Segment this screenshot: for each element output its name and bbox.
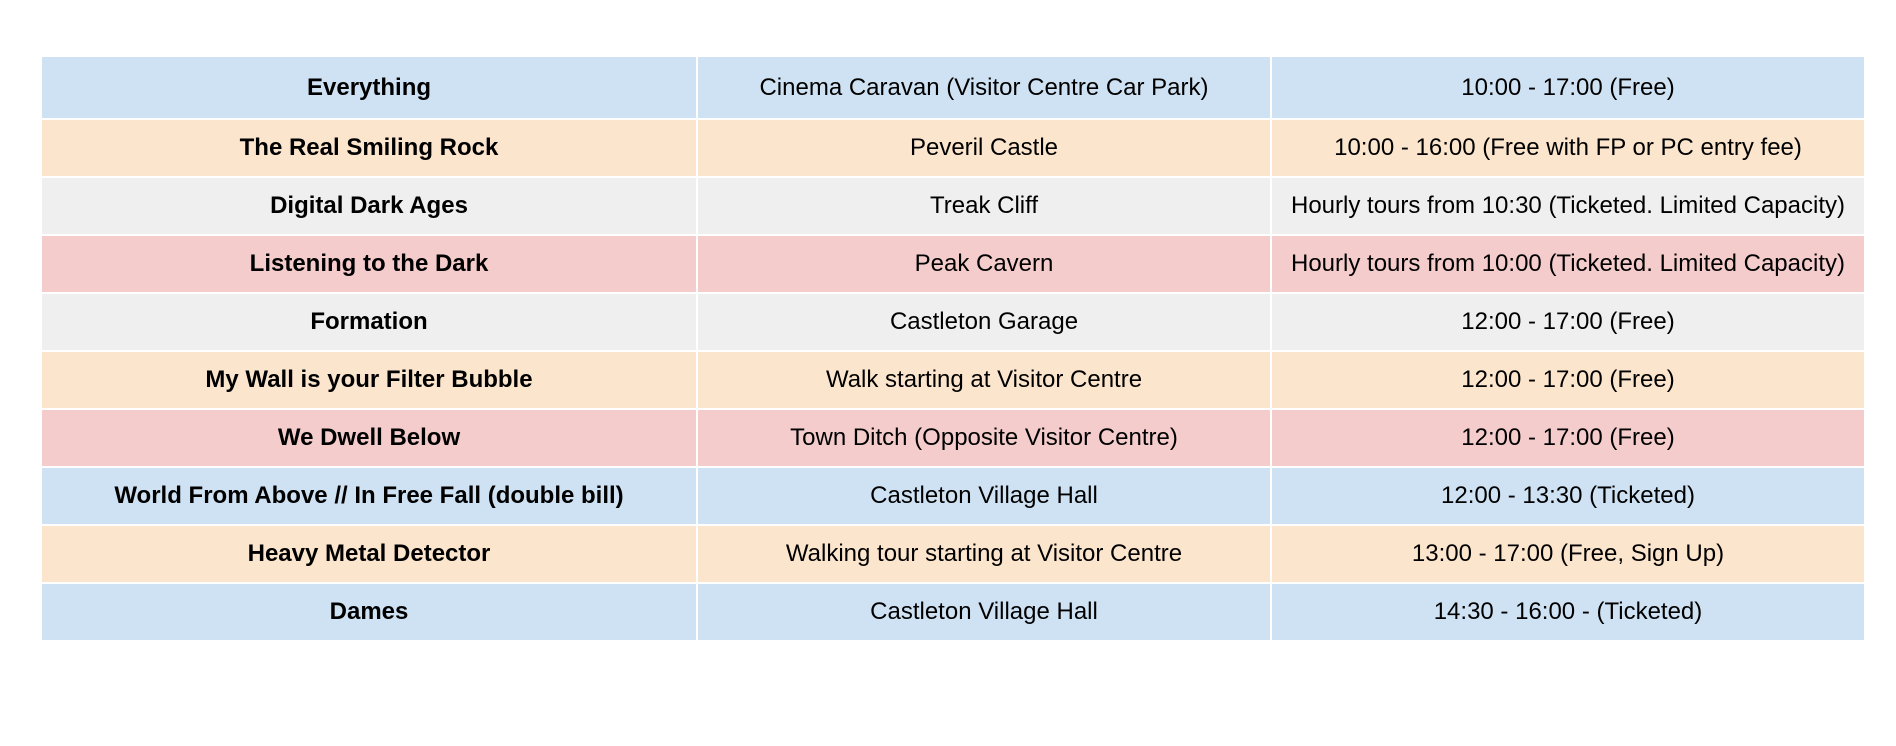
table-row bbox=[41, 525, 1865, 583]
event-schedule-table bbox=[40, 55, 1866, 642]
event-time: 13:00 - 17:00 (Free, Sign Up) bbox=[1271, 525, 1865, 583]
event-venue: Walking tour starting at Visitor Centre bbox=[697, 525, 1271, 583]
table-row bbox=[41, 467, 1865, 525]
table-row bbox=[41, 177, 1865, 235]
event-title: Heavy Metal Detector bbox=[41, 525, 697, 583]
event-venue: Walk starting at Visitor Centre bbox=[697, 351, 1271, 409]
event-title: Listening to the Dark bbox=[41, 235, 697, 293]
event-title: Everything bbox=[41, 56, 697, 119]
event-title: Dames bbox=[41, 583, 697, 641]
event-time: 14:30 - 16:00 - (Ticketed) bbox=[1271, 583, 1865, 641]
event-venue: Peak Cavern bbox=[697, 235, 1271, 293]
event-venue: Town Ditch (Opposite Visitor Centre) bbox=[697, 409, 1271, 467]
event-venue: Castleton Garage bbox=[697, 293, 1271, 351]
event-time: 12:00 - 13:30 (Ticketed) bbox=[1271, 467, 1865, 525]
event-time: 12:00 - 17:00 (Free) bbox=[1271, 293, 1865, 351]
event-time: Hourly tours from 10:30 (Ticketed. Limited Capacity) bbox=[1271, 177, 1865, 235]
event-time: 12:00 - 17:00 (Free) bbox=[1271, 409, 1865, 467]
event-title: We Dwell Below bbox=[41, 409, 697, 467]
event-venue: Castleton Village Hall bbox=[697, 583, 1271, 641]
table-row bbox=[41, 293, 1865, 351]
event-title: The Real Smiling Rock bbox=[41, 119, 697, 177]
event-venue: Treak Cliff bbox=[697, 177, 1271, 235]
event-title: Formation bbox=[41, 293, 697, 351]
event-title: Digital Dark Ages bbox=[41, 177, 697, 235]
table-row bbox=[41, 235, 1865, 293]
event-time: 10:00 - 17:00 (Free) bbox=[1271, 56, 1865, 119]
table-row bbox=[41, 583, 1865, 641]
event-time: Hourly tours from 10:00 (Ticketed. Limited Capacity) bbox=[1271, 235, 1865, 293]
event-time: 12:00 - 17:00 (Free) bbox=[1271, 351, 1865, 409]
event-venue: Cinema Caravan (Visitor Centre Car Park) bbox=[697, 56, 1271, 119]
event-title: World From Above // In Free Fall (double bill) bbox=[41, 467, 697, 525]
table-row bbox=[41, 351, 1865, 409]
event-time: 10:00 - 16:00 (Free with FP or PC entry fee) bbox=[1271, 119, 1865, 177]
event-title: My Wall is your Filter Bubble bbox=[41, 351, 697, 409]
table-row bbox=[41, 119, 1865, 177]
table-row bbox=[41, 56, 1865, 119]
table-row bbox=[41, 409, 1865, 467]
event-venue: Castleton Village Hall bbox=[697, 467, 1271, 525]
event-venue: Peveril Castle bbox=[697, 119, 1271, 177]
